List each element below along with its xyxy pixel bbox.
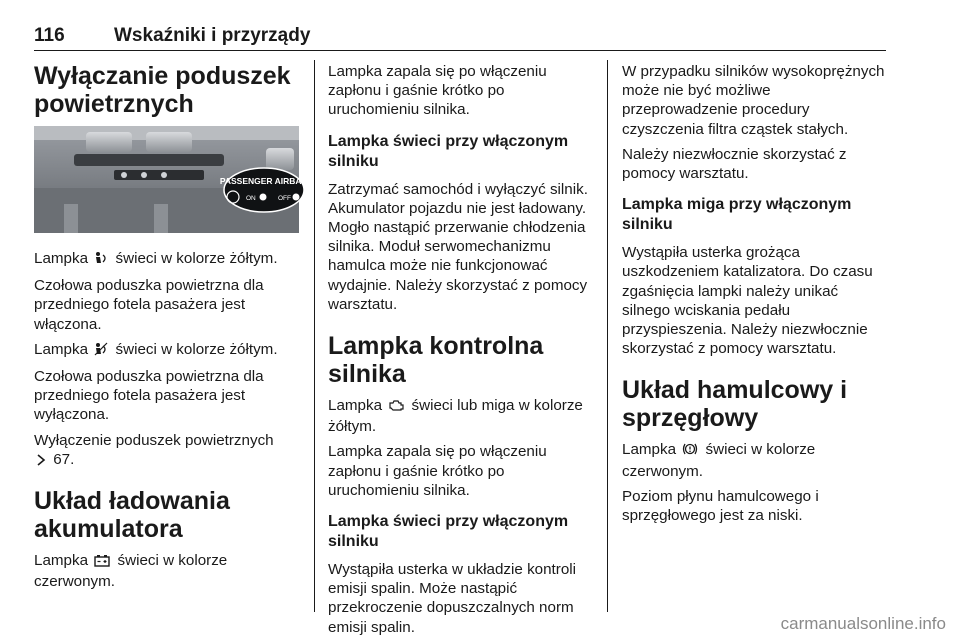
paragraph: Lampka świeci w kolorze czerwonym. bbox=[622, 441, 816, 480]
subheading: Lampka świeci przy włączonym silniku bbox=[328, 513, 569, 551]
paragraph: Wystąpiła usterka w układzie kontroli emisji spalin. Może nastąpić przekroczenie dopuszczalnych norm emisji spalin. bbox=[328, 561, 577, 636]
paragraph: Lampka zapala się po włączeniu zapłonu i gaśnie krótko po uruchomieniu silnika. bbox=[328, 63, 547, 119]
subheading: Lampka świeci przy włączonym silniku bbox=[328, 132, 569, 170]
airbag-off-icon bbox=[94, 342, 108, 361]
figure-on-label: ON bbox=[246, 195, 256, 202]
watermark: carmanualsonline.info bbox=[780, 614, 946, 633]
column-divider bbox=[314, 60, 315, 612]
paragraph: Czołowa poduszka powietrzna dla przedniego fotela pasażera jest wyłączona. bbox=[34, 368, 264, 424]
brake-icon bbox=[682, 442, 698, 461]
paragraph: Lampka świeci w kolorze czerwonym. bbox=[34, 552, 228, 591]
paragraph: Lampka świeci lub miga w kolorze żółtym. bbox=[328, 397, 583, 436]
figure-label: PASSENGER AIRBAG bbox=[219, 176, 309, 186]
airbag-on-icon bbox=[260, 194, 267, 201]
page-reference[interactable]: 67. bbox=[53, 450, 75, 468]
section-heading-airbag: Wyłączanie poduszek powietrznych bbox=[34, 62, 291, 118]
column-divider bbox=[607, 60, 608, 612]
paragraph: Lampka świeci w kolorze żółtym. bbox=[34, 249, 299, 270]
column-3 bbox=[622, 62, 890, 531]
paragraph: Czołowa poduszka powietrzna dla przedniego fotela pasażera jest włączona. bbox=[34, 277, 264, 333]
engine-icon bbox=[388, 398, 404, 417]
paragraph: Należy niezwłocznie skorzystać z pomocy warsztatu. bbox=[622, 145, 847, 183]
section-heading-engine: Lampka kontrolna silnika bbox=[328, 332, 544, 389]
column-2 bbox=[328, 62, 596, 643]
section-heading-brakes: Układ hamulcowy i sprzęgłowy bbox=[622, 376, 848, 433]
section-heading-charging: Układ ładowania akumulatora bbox=[34, 487, 230, 544]
paragraph: Wyłączenie poduszek powietrznych 67. bbox=[34, 431, 299, 471]
page-header bbox=[34, 20, 886, 51]
airbag-off-icon bbox=[293, 194, 300, 201]
paragraph: Wystąpiła usterka grożąca uszkodzeniem katalizatora. Do czasu zgaśnięcia lampki należy unikać silnego wciskania pedału przyspieszenia. Należy niezwłocznie skorzystać z pomocy warsztatu. bbox=[622, 244, 873, 358]
chapter-title: Wskaźniki i przyrządy bbox=[114, 25, 311, 46]
page-reference-arrow-icon bbox=[36, 452, 46, 471]
paragraph: Lampka zapala się po włączeniu zapłonu i gaśnie krótko po uruchomieniu silnika. bbox=[328, 443, 547, 499]
page-number: 116 bbox=[34, 25, 65, 46]
battery-icon bbox=[94, 553, 110, 572]
paragraph: W przypadku silników wysokoprężnych może nie być możliwe przeprowadzenie procedury czyszczenia filtra cząstek stałych. bbox=[622, 63, 885, 138]
paragraph: Lampka świeci w kolorze żółtym. bbox=[34, 340, 299, 361]
airbag-on-icon bbox=[94, 251, 108, 270]
figure-off-label: OFF bbox=[278, 195, 291, 202]
airbag-panel-illustration bbox=[34, 126, 309, 233]
column-1 bbox=[34, 62, 309, 597]
airbag-panel-photo bbox=[34, 126, 309, 233]
subheading: Lampka miga przy włączonym silniku bbox=[622, 196, 852, 234]
paragraph: Zatrzymać samochód i wyłączyć silnik. Akumulator pojazdu nie jest ładowany. Mogło nastąpić przerwanie chłodzenia silnika. Moduł serwomechanizmu hamulca może nie funkcjonować wydajnie. Należy skorzystać z pomocy warsztatu. bbox=[328, 180, 588, 313]
paragraph: Poziom płynu hamulcowego i sprzęgłowego jest za niski. bbox=[622, 487, 819, 525]
